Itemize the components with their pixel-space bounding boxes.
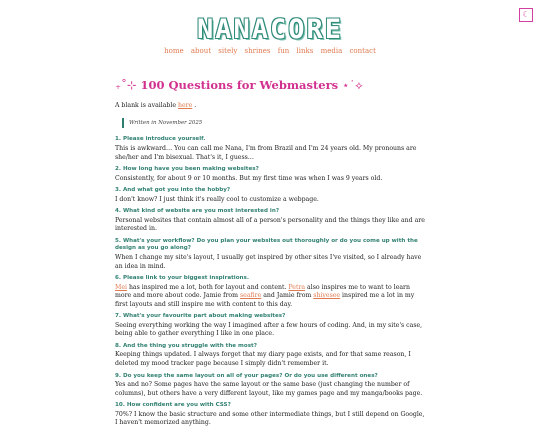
page-title (115, 78, 425, 94)
question-1: 1. Please introduce yourself. (115, 136, 206, 143)
nav-link-sitely[interactable]: sitely (218, 47, 238, 55)
nav-link-contact[interactable]: contact (349, 47, 376, 55)
inspiration-link-mei[interactable]: Mei (115, 283, 127, 291)
question-4: 4. What kind of website are you most interested in? (115, 208, 280, 215)
nav-link-fun[interactable]: fun (277, 47, 290, 55)
blank-link[interactable]: here (177, 101, 193, 109)
inspiration-link-shiyesee[interactable]: shiyesee (313, 292, 341, 300)
nav-link-about[interactable]: about (190, 47, 212, 55)
inspiration-text-4: inspired me a lot in my first layouts and still inspire me with content to this day. (115, 292, 415, 308)
inspiration-link-seafire[interactable]: seafire (239, 292, 262, 300)
main-content (115, 78, 425, 428)
question-8: 8. And the thing you struggle with the most? (115, 342, 257, 349)
question-6: 6. Please link to your biggest inspirations. (115, 275, 249, 282)
inspiration-text-1: has inspired me a lot, both for layout and content. (126, 283, 289, 291)
question-7: 7. What's your favourite part about making websites? (115, 313, 286, 320)
blank-note-end: . (192, 101, 197, 109)
answer-8: Keeping things updated. I always forget that my diary page exists, and for that same reason, I deleted my mood tracker page because I simply didn't remember it. (115, 351, 411, 367)
nav-link-media[interactable]: media (320, 47, 343, 55)
question-9: 9. Do you keep the same layout on all of your pages? Or do you use different ones? (115, 372, 378, 379)
answer-5: When I change my site's layout, I usually get inspired by other sites I've visited, so I already have an idea in mind. (115, 253, 422, 270)
answer-7: Seeing everything working the way I imagined after a few hours of coding. And, in my site's case, being able to gather everything I like in one place. (115, 321, 423, 338)
qa-list (115, 136, 425, 427)
nav-link-home[interactable]: home (164, 47, 184, 55)
inspiration-text-2: also inspires me to want to learn more and more about code. Jamie from (115, 283, 410, 300)
written-date: Written in November 2025 (122, 118, 425, 128)
inspiration-text-3: and Jamie from (261, 292, 314, 300)
answer-1: This is awkward… You can call me Nana, I'm from Brazil and I'm 24 years old. My pronouns are she/her and I'm bisexual. That's it, I guess… (115, 144, 417, 161)
inspiration-link-petra[interactable]: Petra (288, 283, 306, 291)
question-5: 5. What's your workflow? Do you plan your websites out thoroughly or do you come up with the design as you go along? (115, 237, 418, 252)
question-10: 10. How confident are you with CSS? (115, 402, 231, 409)
answer-2: Consistently, for about 9 or 10 months. But my first time was when I was 9 years old. (115, 174, 383, 182)
moon-icon[interactable]: ☾ (519, 8, 533, 22)
answer-3: I don't know? I just think it's really cool to customize a webpage. (115, 195, 319, 203)
nav-link-links[interactable]: links (296, 47, 314, 55)
question-2: 2. How long have you been making websites? (115, 166, 259, 173)
answer-9: Yes and no? Some pages have the same layout or the same base (just changing the number of columns), but others have a very different layout, like my games page and my manga/books page. (115, 381, 423, 397)
answer-10: 70%? I know the basic structure and some other intermediate things, but I still depend on Google, I haven't memorized anything. (115, 410, 425, 427)
blank-note (115, 102, 425, 111)
sparkle-icon: ₊˚⊹ (115, 78, 137, 92)
answer-6 (115, 284, 425, 310)
nav-link-shrines[interactable]: shrines (244, 47, 271, 55)
page-title-text: 100 Questions for Webmasters (140, 78, 339, 92)
sparkle-icon: ⋆˙⟡ (342, 78, 363, 92)
answer-4: Personal websites that contain almost all of a person's personality and the things they like and are interested in. (115, 216, 425, 233)
question-3: 3. And what got you into the hobby? (115, 187, 231, 194)
blank-note-text: A blank is available (115, 101, 178, 109)
site-logo[interactable]: NANACORE (196, 14, 344, 45)
top-nav (0, 47, 540, 55)
